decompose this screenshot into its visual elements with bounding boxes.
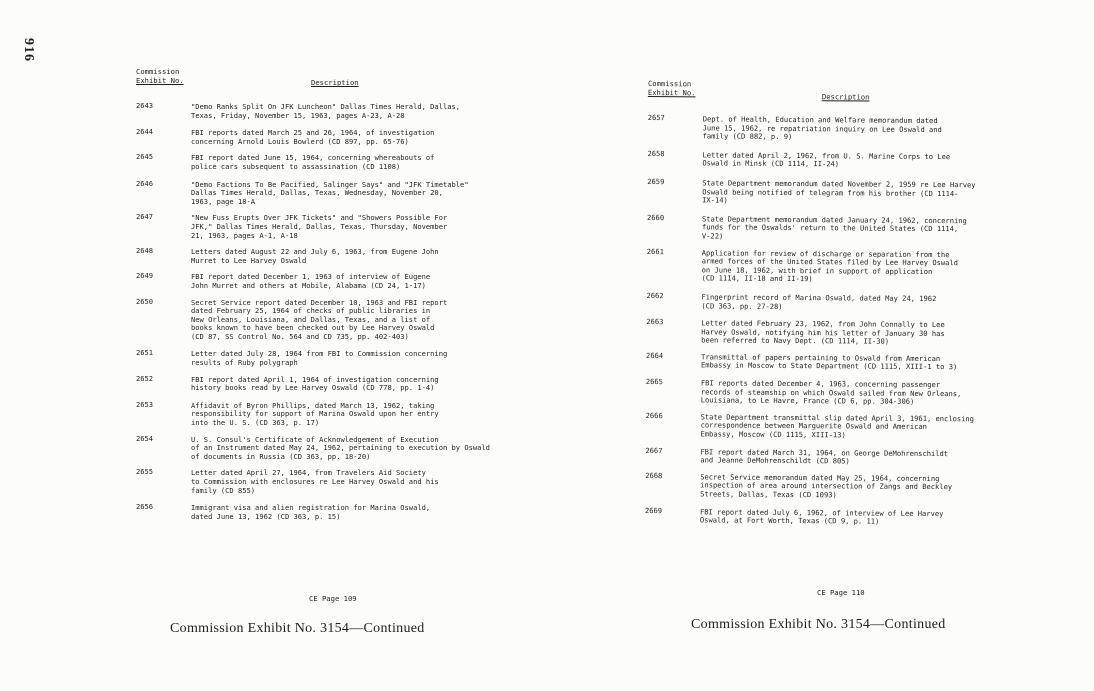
exhibit-number: 2663 [646, 317, 664, 327]
exhibit-description: FBI report dated April 1, 1964 of investigation concerning history books read by Lee Harvey Oswald (CD 778, pp. 1-4) [191, 374, 439, 393]
list-item [136, 399, 536, 428]
exhibit-description: Transmittal of papers pertaining to Oswald from American Embassy in Moscow to State Department (CD 1115, XIII-1 to 3) [700, 352, 958, 372]
exhibit-number: 2648 [136, 246, 154, 256]
right-page [645, 79, 1038, 527]
right-page-label: CE Page 110 [817, 588, 865, 597]
entry-list [136, 103, 536, 521]
list-item [645, 445, 1035, 468]
exhibit-description: FBI report dated March 31, 1964, on George DeMohrenschildt and Jeanne DeMohrenschildt (CD 805) [700, 447, 949, 466]
exhibit-number: 2652 [136, 373, 154, 383]
list-item [136, 103, 536, 120]
exhibit-number: 2666 [645, 410, 663, 420]
exhibit-description: Fingerprint record of Marina Oswald, dated May 24, 1962 (CD 363, pp. 27-28) [701, 292, 937, 311]
exhibit-header-line1: Commission [647, 79, 692, 89]
exhibit-number: 2649 [136, 271, 154, 281]
exhibit-header-line2: Exhibit No. [136, 76, 184, 85]
description-column-header: Description [311, 78, 359, 87]
exhibit-number: 2646 [136, 178, 154, 188]
exhibit-number: 2647 [136, 212, 154, 222]
exhibit-description: Letter dated April 2, 1962, from U. S. Marine Corps to Lee Oswald in Minsk (CD 1114, II-24) [702, 150, 951, 169]
exhibit-description: "Demo Ranks Split On JFK Luncheon" Dallas Times Herald, Dallas, Texas, Friday, November 15, 1963, pages A-23, A-28 [191, 102, 461, 120]
list-item [647, 212, 1037, 244]
list-item [136, 178, 536, 207]
exhibit-description: FBI report dated June 15, 1964, concerning whereabouts of police cars subsequent to assassination (CD 1108) [191, 153, 435, 171]
exhibit-description: State Department memorandum dated January 24, 1962, concerning funds for the Oswalds' return to the United States (CD 1114, V-22) [701, 214, 967, 241]
list-item [136, 154, 536, 171]
exhibit-description: Dept. of Health, Education and Welfare memorandum dated June 15, 1962, re repatriation inquiry on Lee Oswald and family (CD 882, p. 9) [702, 114, 942, 142]
list-item [647, 176, 1037, 208]
page-number: 916 [21, 38, 36, 62]
right-caption-title: Commission Exhibit No. 3154 [691, 617, 871, 632]
list-item [645, 410, 1035, 442]
exhibit-number: 2661 [646, 246, 664, 256]
exhibit-number: 2660 [647, 212, 665, 222]
list-item [136, 129, 536, 146]
exhibit-description: Secret Service report dated December 10, 1963 and FBI report dated February 25, 1964 of checks of public libraries in New Orleans, Louisiana, and Dallas, Texas, and a list of books known to have been checked out by Lee Harvey Oswald (CD 87, SS Control No. 564 and CD 735, pp. 402-403) [191, 297, 448, 341]
list-item [136, 350, 536, 367]
exhibit-description: U. S. Consul's Certificate of Acknowledgement of Execution of an Instrument dated May 24, 1962, pertaining to execution by Oswald of documents in Russia (CD 363, pp. 18-20) [191, 434, 490, 461]
description-column-header: Description [821, 92, 870, 102]
list-item [136, 373, 536, 393]
exhibit-number: 2659 [647, 176, 665, 187]
left-caption [170, 621, 425, 637]
exhibit-description: Application for review of discharge or separation from the armed forces of the United States filed by Lee Harvey Oswald on June 18, 1962, with brief in support of application (CD 1114, II-18 and II-19) [701, 247, 959, 284]
left-caption-suffix: —Continued [349, 621, 425, 636]
list-item [136, 214, 536, 240]
exhibit-number: 2655 [136, 467, 154, 477]
exhibit-column-header [648, 79, 708, 97]
exhibit-column-header [136, 67, 196, 85]
list-item [645, 470, 1035, 502]
exhibit-number: 2667 [645, 445, 663, 455]
exhibit-description: State Department memorandum dated November 2, 1959 re Lee Harvey Oswald being notified of telegram from his brother (CD 1114- IX-14) [702, 178, 976, 205]
exhibit-number: 2651 [136, 348, 154, 358]
exhibit-number: 2644 [136, 127, 154, 137]
list-item [136, 296, 536, 342]
exhibit-description: FBI report dated July 6, 1962, of interview of Lee Harvey Oswald, at Fort Worth, Texas (CD 9, p. 11) [699, 506, 944, 526]
exhibit-description: Immigrant visa and alien registration for Marina Oswald, dated June 13, 1962 (CD 363, p. 15) [191, 503, 431, 521]
exhibit-number: 2657 [647, 112, 665, 123]
right-caption [691, 617, 946, 633]
exhibit-number: 2669 [644, 505, 663, 515]
list-item [647, 148, 1037, 171]
exhibit-header-line2: Exhibit No. [647, 87, 696, 98]
exhibit-number: 2643 [136, 101, 154, 110]
exhibit-description: FBI report dated December 1, 1963 of interview of Eugene John Murret and others at Mobile, Alabama (CD 24, 1-17) [191, 272, 431, 290]
exhibit-number: 2664 [646, 350, 664, 360]
exhibit-header-line1: Commission [136, 67, 180, 76]
list-item [136, 433, 536, 462]
exhibit-description: FBI reports dated March 25 and 26, 1964, of investigation concerning Arnold Louis Bowlerd (CD 897, pp. 65-76) [191, 128, 435, 146]
list-item [646, 290, 1036, 313]
list-item [646, 350, 1036, 373]
list-item [646, 246, 1037, 286]
exhibit-description: Letter dated July 28, 1964 from FBI to Commission concerning results of Ruby polygraph [191, 349, 448, 368]
table-header [136, 67, 536, 95]
exhibit-description: "New Fuss Erupts Over JFK Tickets" and "Showers Possible For JFK," Dallas Times Herald, Dallas, Texas, Thursday, November 21, 1963, pages A-1, A-18 [191, 213, 448, 240]
exhibit-number: 2653 [136, 399, 154, 409]
left-page [136, 67, 536, 521]
list-item [136, 469, 536, 495]
left-caption-title: Commission Exhibit No. 3154 [170, 621, 350, 636]
exhibit-number: 2654 [136, 433, 154, 443]
list-item [136, 273, 536, 290]
list-item [646, 319, 1036, 348]
exhibit-number: 2668 [645, 470, 663, 480]
exhibit-number: 2656 [136, 502, 154, 512]
list-item [647, 112, 1038, 144]
list-item [136, 248, 536, 265]
exhibit-description: Affidavit of Byron Phillips, dated March 13, 1962, taking responsibility for support of Marina Oswald upon her entry into the U. S. (CD 363, p. 17) [191, 400, 439, 428]
exhibit-number: 2658 [647, 148, 665, 158]
exhibit-number: 2645 [136, 152, 154, 162]
entry-list [644, 112, 1038, 527]
list-item [644, 505, 1035, 528]
left-page-label: CE Page 109 [309, 594, 357, 603]
list-item [136, 504, 536, 521]
exhibit-number: 2650 [136, 296, 154, 306]
exhibit-description: Letter dated February 23, 1962, from John Connally to Lee Harvey Oswald, notifying him his letter of January 30 has been referred to Navy Dept. (CD 1114, II-30) [701, 318, 945, 346]
table-header [648, 79, 1038, 110]
exhibit-description: Letters dated August 22 and July 6, 1963, from Eugene John Murret to Lee Harvey Oswald [191, 247, 439, 265]
exhibit-description: "Demo Factions To Be Pacified, Salinger Says" and "JFK Timetable" Dallas Times Herald, Dallas, Texas, Wednesday, November 20, 1963, page 18-A [191, 179, 469, 206]
exhibit-description: FBI reports dated December 4, 1963, concerning passenger records of steamship on which Oswald sailed from New Orleans, Louisiana, to Le Havre, France (CD 6, pp. 304-306) [700, 378, 962, 407]
exhibit-description: Secret Service memorandum dated May 25, 1964, concerning inspection of area around intersection of Zangs and Beckley Streets, Dallas, Texas (CD 1093) [700, 472, 953, 500]
exhibit-description: State Department transmittal slip dated April 3, 1961, enclosing correspondence between Marguerite Oswald and American Embassy, Moscow (CD 1115, XIII-13) [700, 412, 975, 440]
list-item [646, 379, 1036, 408]
exhibit-number: 2665 [645, 377, 664, 387]
exhibit-description: Letter dated April 27, 1964, from Travelers Aid Society to Commission with enclosures re Lee Harvey Oswald and his family (CD 855) [191, 468, 439, 495]
exhibit-number: 2662 [646, 290, 664, 301]
right-caption-suffix: —Continued [870, 617, 946, 632]
